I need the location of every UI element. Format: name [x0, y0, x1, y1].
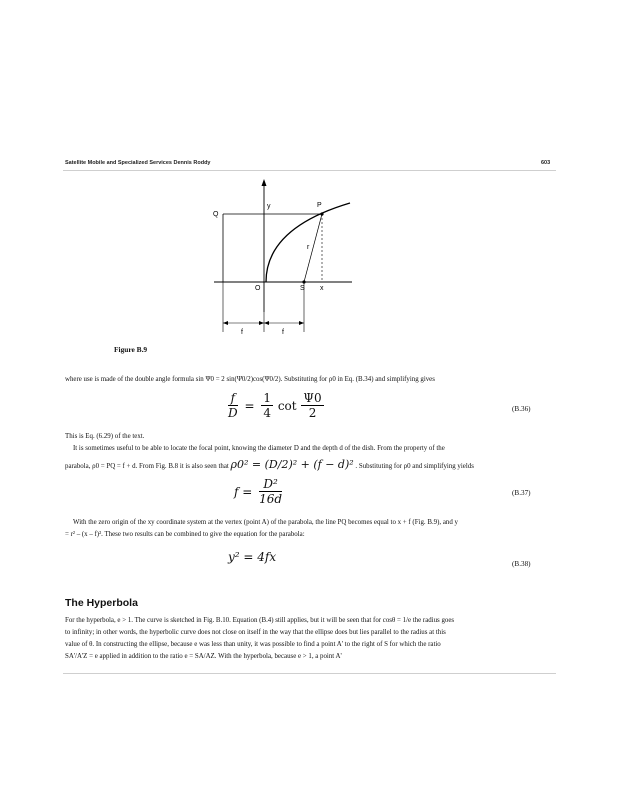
arrow-mid-left-icon: [259, 321, 264, 325]
point-p: [320, 212, 323, 215]
eq-b36-coef-num: 1: [263, 391, 271, 405]
paragraph-2b: It is sometimes useful to be able to locate the focal point, knowing the diameter D and the depth d of the dish. From the property of the: [73, 445, 445, 452]
paragraph-3a: With the zero origin of the xy coordinate system at the vertex (point A) of the parabola, the line PQ becomes equal to x + f (Fig. B.9), and y: [73, 519, 458, 526]
header-rule: [63, 170, 556, 171]
paragraph-4b: to infinity; in other words, the hyperbolic curve does not close on itself in the way that the ellipse does but lies parallel to the radius at this: [65, 629, 446, 636]
eq-b36-lhs-den: D: [228, 406, 238, 420]
page-number: 603: [541, 160, 551, 166]
parabola-curve: [266, 203, 350, 282]
eq-b36-equals: =: [244, 398, 255, 413]
running-header: Satellite Mobile and Specialized Services Dennis Roddy: [65, 160, 211, 166]
footer-rule: [63, 673, 556, 674]
paragraph-2c: [65, 459, 474, 473]
eq-b37-den: 16d: [259, 492, 283, 506]
eq-b36-cot: cot: [277, 398, 297, 413]
paragraph-4a: For the hyperbola, e > 1. The curve is sketched in Fig. B.10. Equation (B.4) still applies, but it will be seen that for cosθ = 1/e the radius goes: [65, 617, 455, 624]
label-s: S: [300, 285, 305, 292]
paragraph-4c: value of θ. In constructing the ellipse, because e was less than unity, it was possible to find a point A' to the right of S for which the ratio: [65, 641, 441, 648]
arrow-right-icon: [299, 321, 304, 325]
parabola-figure: [200, 176, 360, 340]
label-x: x: [320, 285, 324, 292]
paragraph-2c-post: . Substituting for ρ0 and simplifying yields: [355, 463, 474, 470]
eq-b36-lhs-num: f: [228, 391, 238, 406]
paragraph-2a: This is Eq. (6.29) of the text.: [65, 433, 145, 440]
eq-b36-number: (B.36): [512, 405, 531, 413]
equation-b36: [228, 391, 324, 420]
inline-equation: ρ0² = (D/2)² + (f − d)²: [230, 458, 354, 471]
eq-b37-number: (B.37): [512, 489, 531, 497]
eq-b36-arg-den: 2: [308, 406, 317, 420]
label-q: Q: [213, 211, 219, 218]
figure-caption: Figure B.9: [114, 345, 148, 354]
arrow-left-icon: [223, 321, 228, 325]
label-f-left: f: [241, 329, 243, 336]
label-p: P: [317, 202, 322, 209]
equation-b38: y² = 4fx: [228, 550, 277, 564]
label-f-right: f: [282, 329, 284, 336]
paragraph-1: where use is made of the double angle formula sin Ψ0 = 2 sin(Ψ0/2)cos(Ψ0/2). Substituting for ρ0 in Eq. (B.34) and simplifying gives: [65, 376, 435, 383]
section-heading: The Hyperbola: [65, 597, 138, 609]
y-axis-arrow-icon: [262, 179, 267, 186]
eq-b38-number: (B.38): [512, 560, 531, 568]
eq-b36-arg-num: Ψ0: [303, 391, 322, 405]
paragraph-4d: SA'/A'Z = e applied in addition to the ratio e = SA/AZ. With the hyperbola, because e > 1, a point A': [65, 653, 342, 660]
arrow-mid-right-icon: [264, 321, 269, 325]
paragraph-3b: = r² – (x – f)². These two results can be combined to give the equation for the parabola:: [65, 531, 305, 538]
label-y: y: [267, 203, 271, 210]
label-o: O: [255, 285, 261, 292]
eq-b37-lhs: f =: [234, 484, 253, 499]
eq-b36-coef-den: 4: [263, 406, 271, 420]
paragraph-2c-pre: parabola, ρ0 = PQ = f + d. From Fig. B.8 it is also seen that: [65, 463, 229, 470]
eq-b37-num: D²: [259, 477, 282, 492]
equation-b37: [234, 477, 282, 506]
label-r: r: [307, 244, 310, 251]
